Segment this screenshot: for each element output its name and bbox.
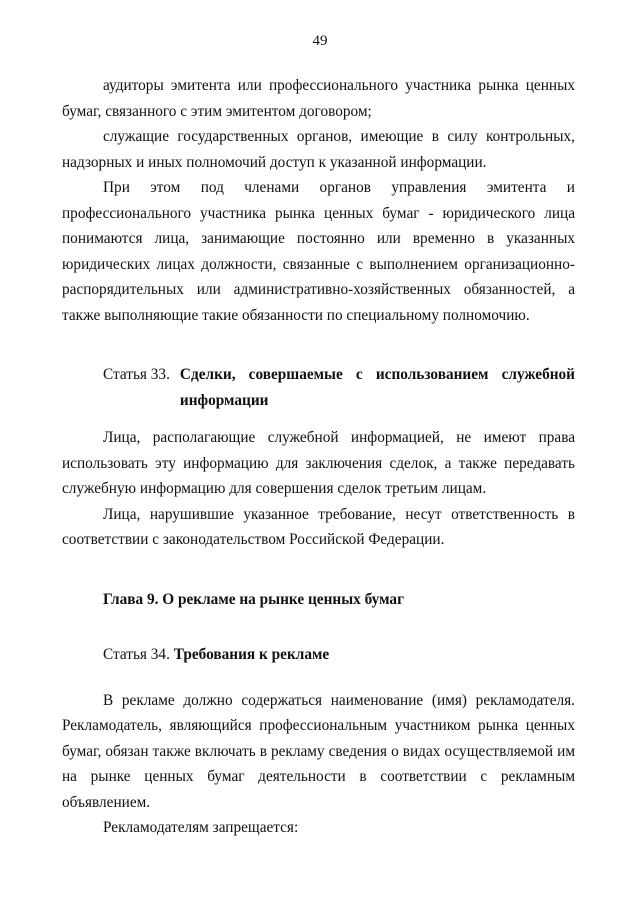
paragraph-management-members: При этом под членами органов управления эмитента и профессионального участника рынка ценных бумаг - юридического лица понимаются лица, занимающие постоянно или временно в указанных юридических лицах должности, связанные с выполнением организационно-распорядительных или административно-хозяйственных обязанностей, а также выполняющие такие обязанности по специальному полномочию. [62, 179, 575, 324]
paragraph-auditors: аудиторы эмитента или профессионального участника рынка ценных бумаг, связанного с этим эмитентом договором; [62, 77, 575, 120]
paragraph-insider-prohibition: Лица, располагающие служебной информацией, не имеют права использовать эту информацию для заключения сделок, а также передавать служебную информацию для совершения сделок третьим лицам. [62, 429, 575, 497]
paragraph-state-employees: служащие государственных органов, имеющие в силу контрольных, надзорных и иных полномочий доступ к указанной информации. [62, 128, 575, 171]
article-34-heading [62, 642, 575, 668]
article-34-title: Требования к рекламе [173, 646, 330, 663]
article-34-number: Статья 34. [103, 646, 170, 663]
article-33-title: Сделки, совершаемые с использованием служебной информации [179, 366, 575, 409]
paragraph-advertisers-prohibited: Рекламодателям запрещается: [103, 819, 299, 836]
chapter-9-heading: Глава 9. О рекламе на рынке ценных бумаг [103, 590, 405, 608]
page-number: 49 [312, 33, 328, 49]
document-body [62, 73, 575, 841]
article-33-number: Статья 33. [103, 366, 170, 383]
paragraph-liability: Лица, нарушившие указанное требование, несут ответственность в соответствии с законодательством Российской Федерации. [62, 505, 575, 548]
article-33-heading [62, 362, 575, 413]
paragraph-advertiser-name: В рекламе должно содержаться наименование (имя) рекламодателя. Рекламодатель, являющийся профессиональным участником рынка ценных бумаг, обязан также включать в рекламу сведения о видах осуществляемой им на рынке ценных бумаг деятельности в соответствии с рекламным объявлением. [62, 691, 575, 811]
